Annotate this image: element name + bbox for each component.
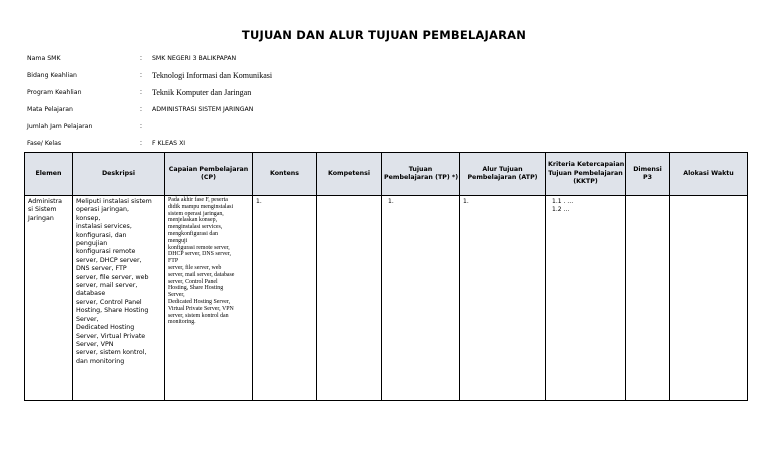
cell-alokasi-waktu bbox=[670, 196, 748, 401]
cell-text-line: Server, bbox=[168, 292, 185, 299]
cell-text-line: Dedicated Hosting Server, bbox=[168, 298, 231, 305]
header-cell: Alokasi Waktu bbox=[670, 153, 748, 196]
cell-text-line: mengkonfigurasi dan bbox=[168, 230, 218, 237]
cell-tujuan-pembelajaran: 1. bbox=[382, 196, 460, 401]
info-colon: : bbox=[140, 89, 142, 96]
header-cell: Tujuan Pembelajaran (TP) *) bbox=[382, 153, 460, 196]
cell-capaian-pembelajaran bbox=[165, 196, 253, 401]
cell-text-line: konfigurasi remote server, bbox=[168, 244, 230, 251]
cell-text-line: server, Control Panel bbox=[76, 298, 142, 306]
cell-text-line: instalasi services, bbox=[76, 223, 132, 231]
header-cell: Alur Tujuan Pembelajaran (ATP) bbox=[460, 153, 546, 196]
page-title: TUJUAN DAN ALUR TUJUAN PEMBELAJARAN bbox=[241, 28, 527, 42]
cell-text-line: 1.2 … bbox=[552, 206, 570, 213]
info-row-nama-smk bbox=[27, 50, 527, 67]
cell-kontens: 1. bbox=[253, 196, 317, 401]
cell-text-line: Meliputi instalasi sistem bbox=[76, 198, 152, 205]
header-cell: Kontens bbox=[253, 153, 317, 196]
cell-text-line: pengujian bbox=[76, 240, 108, 248]
cell-text-line: konsep, bbox=[76, 214, 101, 222]
cell-text-line: FTP bbox=[168, 258, 179, 265]
cell-text-line: Virtual Private Server, VPN bbox=[168, 305, 234, 312]
cell-text-line: server, mail server, database bbox=[168, 271, 235, 278]
cell-text-line: server, mail server, bbox=[76, 282, 138, 290]
cell-text-line: si Sistem bbox=[28, 206, 57, 214]
info-colon: : bbox=[140, 123, 142, 130]
header-cell: Dimensi P3 bbox=[626, 153, 670, 196]
info-value: SMK NEGERI 3 BALIKPAPAN bbox=[152, 55, 237, 62]
table-header-row bbox=[25, 153, 748, 196]
info-row-jumlah-jam bbox=[27, 118, 527, 135]
cell-text-line: server, file server, web bbox=[168, 264, 222, 271]
info-value: Teknik Komputer dan Jaringan bbox=[152, 88, 252, 97]
cell-text-line: didik mampu menginstalasi bbox=[168, 203, 234, 210]
info-label: Nama SMK bbox=[27, 55, 61, 62]
cell-text-line: DHCP server, DNS server, bbox=[168, 251, 231, 258]
cell-kompetensi bbox=[317, 196, 382, 401]
cell-text-line: menjelaskan konsep, bbox=[168, 217, 218, 224]
cell-text-line: Administra bbox=[28, 198, 63, 205]
info-value: ADMINISTRASI SISTEM JARINGAN bbox=[152, 106, 254, 113]
info-colon: : bbox=[140, 106, 142, 113]
info-value: Teknologi Informasi dan Komunikasi bbox=[152, 71, 273, 80]
cell-kktp bbox=[546, 196, 626, 401]
cell-text-line: konfigurasi, dan bbox=[76, 231, 127, 239]
cell-text-line: Hosting, Share Hosting bbox=[168, 285, 224, 292]
cell-text-line: Pada akhir fase F, peserta bbox=[168, 197, 228, 203]
cell-dimensi-p3 bbox=[626, 196, 670, 401]
info-colon: : bbox=[140, 72, 142, 79]
header-cell: Deskripsi bbox=[73, 153, 165, 196]
cell-text-line: server, Control Panel bbox=[168, 278, 218, 285]
cell-text-line: Jaringan bbox=[28, 214, 54, 222]
cell-elemen bbox=[25, 196, 73, 401]
info-row-mata-pelajaran bbox=[27, 101, 527, 118]
cell-text-line: server, file server, web bbox=[76, 273, 149, 281]
cell-text-line: 1.1 . … bbox=[552, 198, 574, 205]
table-row bbox=[25, 196, 748, 401]
info-value: F KLEAS XI bbox=[152, 140, 186, 147]
info-label: Fase/ Kelas bbox=[27, 140, 62, 147]
cell-text-line: Hosting, Share Hosting bbox=[76, 307, 149, 315]
header-cell: Capaian Pembelajaran (CP) bbox=[165, 153, 253, 196]
info-label: Bidang Keahlian bbox=[27, 72, 77, 79]
cell-text-line: server, DHCP server, bbox=[76, 256, 142, 264]
cell-alur-tujuan-pembelajaran: 1. bbox=[460, 196, 546, 401]
info-row-bidang-keahlian bbox=[27, 67, 527, 84]
header-cell: Elemen bbox=[25, 153, 73, 196]
cell-text-line: DNS server, FTP bbox=[76, 265, 127, 273]
cell-text-line: konfigurasi remote bbox=[76, 248, 136, 256]
cell-text-line: operasi jaringan, bbox=[76, 206, 129, 214]
cell-text-line: database bbox=[76, 290, 106, 298]
cell-text-line: sistem operasi jaringan, bbox=[168, 210, 224, 217]
cell-text-line: Server, VPN bbox=[76, 340, 114, 348]
learning-objectives-table bbox=[24, 152, 748, 401]
header-cell: Kompetensi bbox=[317, 153, 382, 196]
info-label: Program Keahlian bbox=[27, 89, 82, 96]
cell-text-line: menguji bbox=[168, 237, 188, 244]
cell-text-line: Server, Virtual Private bbox=[76, 332, 146, 340]
info-row-program-keahlian bbox=[27, 84, 527, 101]
cell-text-line: dan monitoring bbox=[76, 357, 125, 365]
info-row-fase-kelas bbox=[27, 135, 527, 152]
header-cell: Kriteria Ketercapaian Tujuan Pembelajaran (KKTP) bbox=[546, 153, 626, 196]
cell-text-line: Dedicated Hosting bbox=[76, 324, 135, 332]
cell-text-line: monitoring. bbox=[168, 319, 196, 326]
info-label: Mata Pelajaran bbox=[27, 106, 73, 113]
cell-text-line: server, sistem kontrol, bbox=[76, 349, 147, 357]
cell-text-line: menginstalasi services, bbox=[168, 224, 223, 231]
info-colon: : bbox=[140, 55, 142, 62]
cell-deskripsi bbox=[73, 196, 165, 401]
info-colon: : bbox=[140, 140, 142, 147]
cell-text-line: server, sistem kontrol dan bbox=[168, 312, 229, 319]
info-label: Jumlah Jam Pelajaran bbox=[27, 123, 93, 130]
cell-text-line: Server, bbox=[76, 315, 99, 323]
identity-info bbox=[27, 50, 527, 152]
